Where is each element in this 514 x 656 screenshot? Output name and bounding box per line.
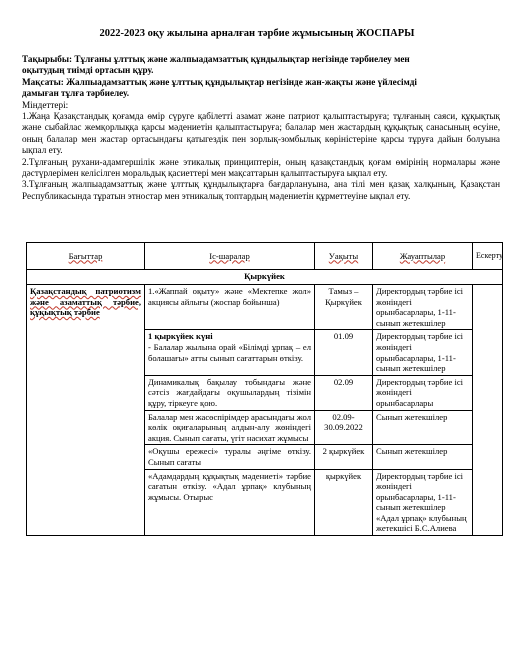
- event-cell: 1.«Жаппай оқыту» және «Мектепке жол» акциясы айлығы (жоспар бойынша): [145, 285, 315, 330]
- time-cell: Тамыз – Қыркүйек: [315, 285, 373, 330]
- event-cell: Динамикалық бақылау тобындағы және сәтсіз жағдайдағы оқушылардың тізімін құру, тіркеуге қою.: [145, 375, 315, 410]
- goal-line-1: Мақсаты: Жалпыадамзаттық және ұлттық құндылықтар негізінде жан-жақты және үйлесімді: [22, 76, 417, 87]
- time-cell: қыркүйек: [315, 469, 373, 536]
- plan-table: [26, 242, 503, 536]
- event-cell: [145, 330, 315, 375]
- table-row: [27, 285, 503, 330]
- task-1: 1.Жаңа Қазақстандық қоғамда өмір сүруге қабілетті азамат және патриот қалыптастыруға; тұлғаның саяси, құқықтық және сыбайлас жемқорлыққа қарсы мәдениетін қалыптастыруға; балалар мен жастардың құқықтық санасының өсуіне, оның балалар мен жастар ортасындағы қатыгездік пен зорлық-зомбылық көріністеріне қарсы тұруға дайын болуына ықпал ету.: [22, 111, 500, 156]
- task-2: 2.Тұлғаның рухани-адамгершілік және этикалық принциптерін, оның қазақстандық қоғам өмірінің нормалары және дәстүрлерімен келісілген моральдық қасиеттері мен мақсаттарын қалыптастыруға ықпал ету.: [22, 156, 500, 179]
- goal-line-2: дамыған тұлға тәрбиелеу.: [22, 88, 129, 99]
- time-cell: 01.09: [315, 330, 373, 375]
- responsible-cell: Сынып жетекшілер: [373, 445, 473, 469]
- event-text: - Балалар жылына орай «Білімді ұрпақ – ел болашағы» атты сынып сағаттарын өткізу.: [148, 341, 311, 363]
- event-cell: «Адамдардың құқықтық мәдениеті» тәрбие сағатын өткізу. «Адал ұрпақ» клубының жұмысы. Отырыс: [145, 469, 315, 536]
- note-cell: [473, 285, 503, 536]
- responsible-cell: Директордың тәрбие ісі жөніндегі орынбасарлары, 1-11-сынып жетекшілер: [373, 285, 473, 330]
- responsible-cell: Директордың тәрбие ісі жөніндегі орынбасарлары, 1-11-сынып жетекшілер «Адал ұрпақ» клубының жетекшісі Б.С.Алиева: [373, 469, 473, 536]
- document-intro: [22, 54, 500, 202]
- responsible-cell: Директордың тәрбие ісі жөніндегі орынбасарлары, 1-11-сынып жетекшілер: [373, 330, 473, 375]
- time-cell: 02.09: [315, 375, 373, 410]
- topic-line-1: Тақырыбы: Тұлғаны ұлттық және жалпыадамзаттық құндылықтар негізінде тәрбиелеу мен: [22, 54, 410, 64]
- tasks-label: Міндеттері:: [22, 99, 69, 110]
- task-3: 3.Тұлғаның жалпыадамзаттық және ұлттық құндылықтарға бағдарлануына, ана тілі мен қазақ халқының, Қазақстан Республикасында тұратын этностар мен этникалық топтардың мәдениетін құрметтеуіне ықпал ету.: [22, 179, 500, 201]
- direction-cell: Қазақстандық патриотизм және азаматтық тәрбие, құқықтық тәрбие: [27, 285, 145, 536]
- document-title: 2022-2023 оқу жылына арналған тәрбие жұмысының ЖОСПАРЫ: [99, 28, 415, 39]
- topic-line-2: оқытудың тиімді ортасын құру.: [22, 65, 154, 76]
- event-date-heading: 1 қыркүйек күні: [148, 331, 213, 342]
- month-label: Қыркүйек: [27, 270, 503, 285]
- header-time: Уақыты: [315, 243, 373, 270]
- time-cell: 2 қыркүйек: [315, 445, 373, 469]
- header-responsible: Жауаптылар: [373, 243, 473, 270]
- responsible-cell: Сынып жетекшілер: [373, 410, 473, 445]
- header-direction: Бағыттар: [27, 243, 145, 270]
- header-events: Іс-шаралар: [145, 243, 315, 270]
- event-cell: Балалар мен жасөспірімдер арасындағы жол көлік оқиғаларының алдын-алу жөніндегі акция. Сынып сағаты, үгіт насихат жұмысы: [145, 410, 315, 445]
- time-cell: 02.09-30.09.2022: [315, 410, 373, 445]
- event-cell: «Оқушы ережесі» туралы әңгіме өткізу. Сынып сағаты: [145, 445, 315, 469]
- header-note: Ескерту: [473, 243, 503, 270]
- table-header-row: [27, 243, 503, 270]
- month-row: [27, 270, 503, 285]
- responsible-cell: Директордың тәрбие ісі жөніндегі орынбасарлары: [373, 375, 473, 410]
